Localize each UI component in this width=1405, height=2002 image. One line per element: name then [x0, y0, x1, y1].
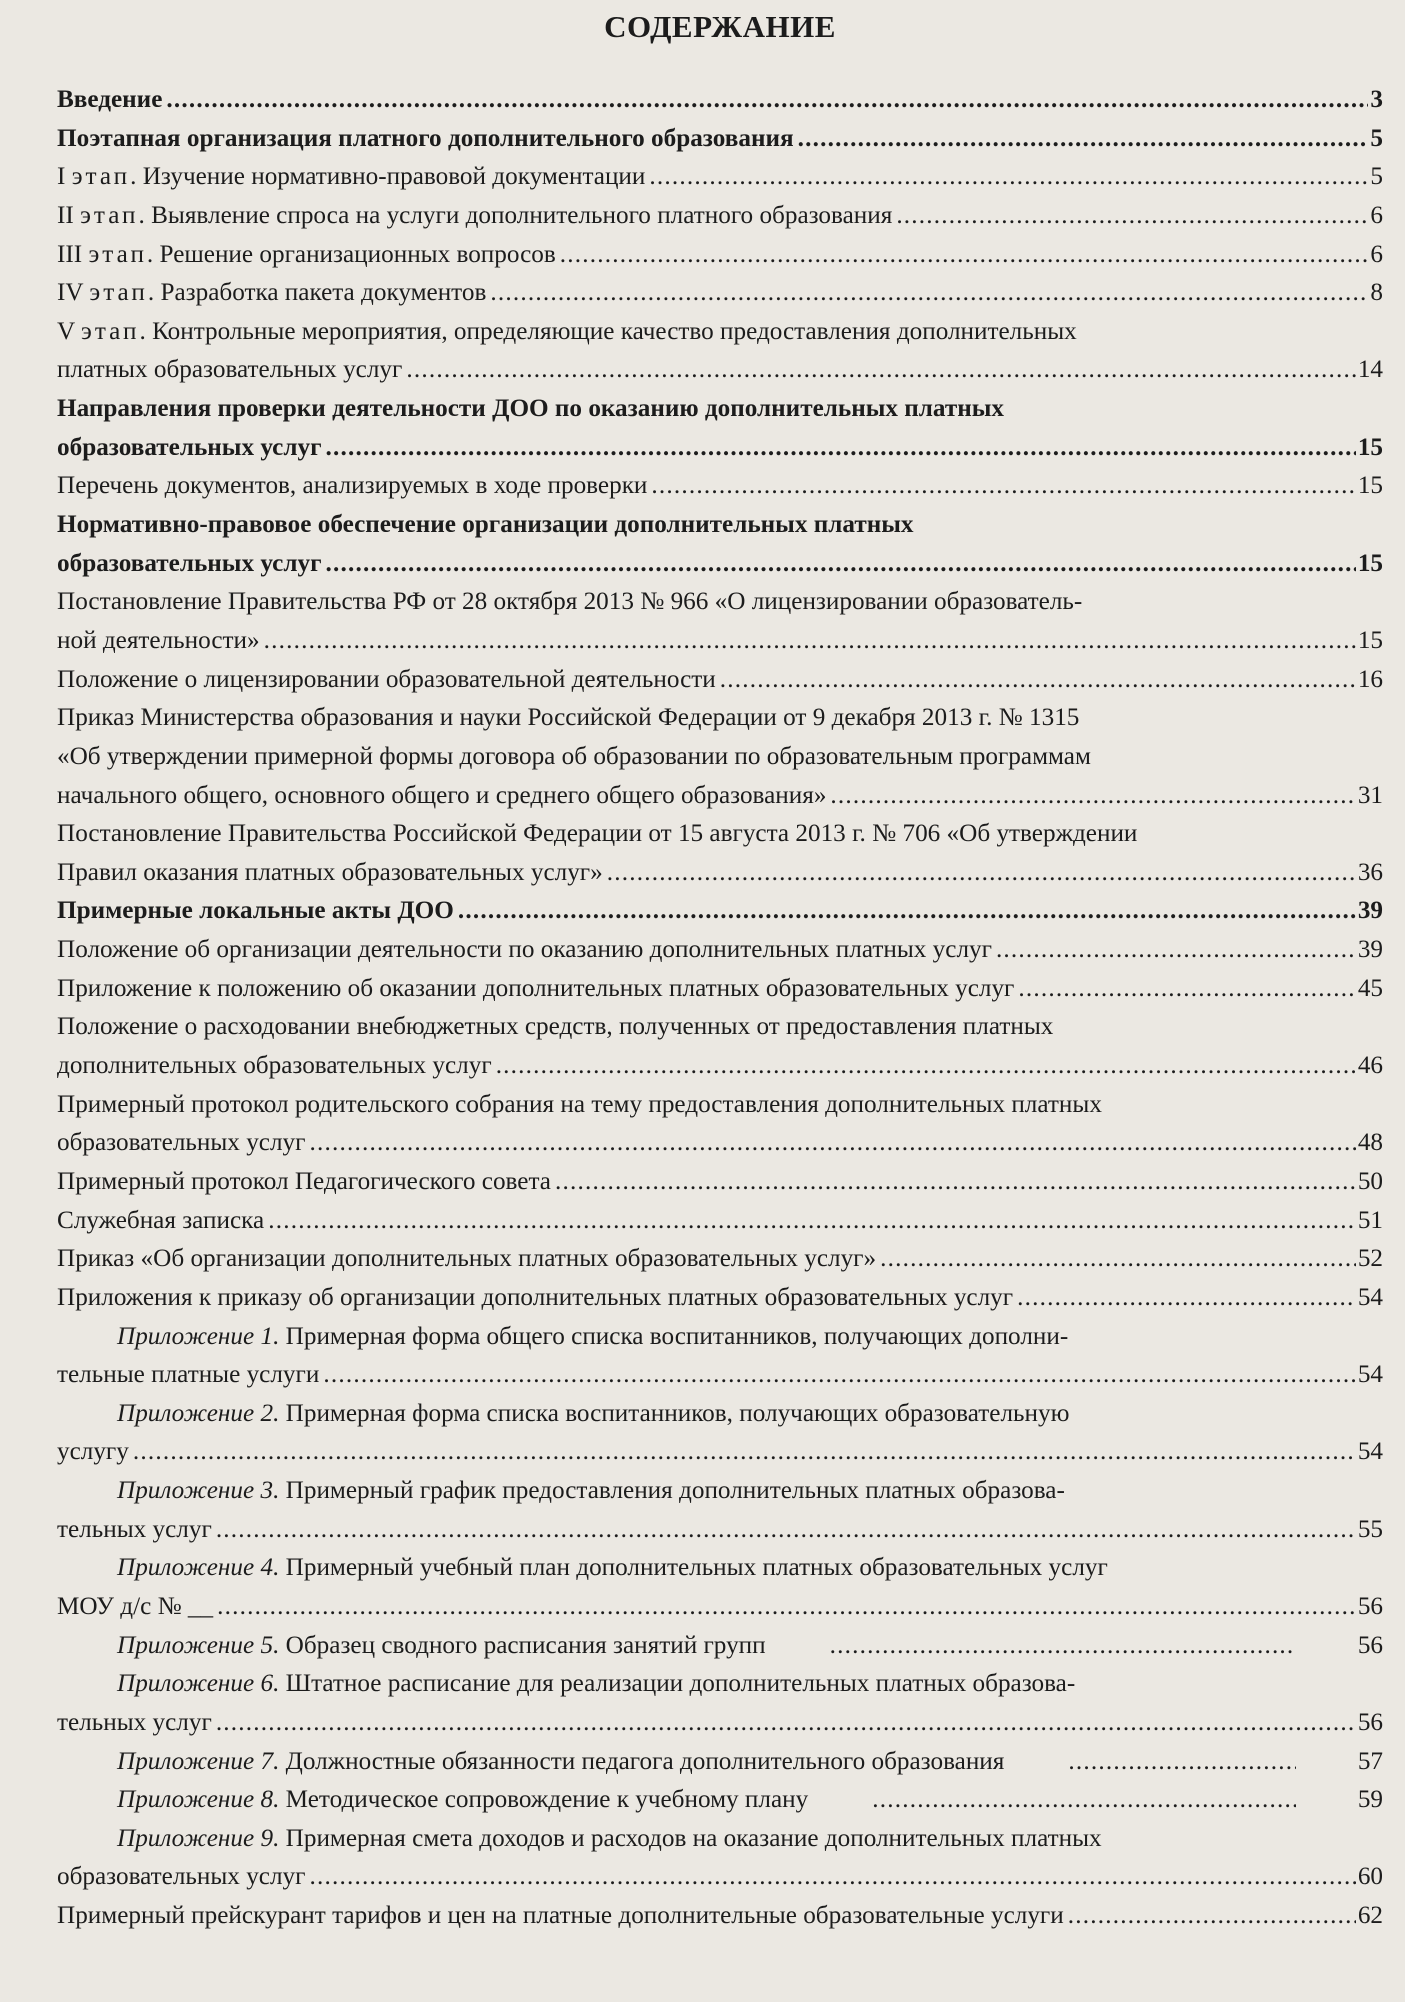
toc-entry-line	[57, 1858, 1383, 1897]
toc-entry-line	[57, 467, 1383, 506]
toc-entry-text	[57, 81, 162, 120]
appendix-label: Приложение 8.	[117, 1786, 280, 1814]
toc-entry-title: Примерный протокол Педагогического совета	[57, 1167, 551, 1195]
toc-entry-line	[57, 1279, 1383, 1318]
dot-leader	[1017, 1279, 1356, 1318]
toc-entry-title: Поэтапная организация платного дополнительного образования	[57, 124, 794, 152]
appendix-label: Приложение 9.	[117, 1824, 280, 1852]
dot-leader	[216, 1704, 1356, 1743]
page-number: 45	[1357, 974, 1383, 1002]
toc-entry-title: Правил оказания платных образовательных услуг»	[57, 858, 603, 886]
dot-leader	[896, 197, 1368, 236]
toc-entry[interactable]	[57, 931, 1383, 970]
toc-entry-line	[57, 81, 1383, 120]
toc-entry[interactable]	[57, 583, 1383, 660]
toc-entry[interactable]	[57, 1665, 1383, 1742]
appendix-label: Приложение 7.	[117, 1747, 280, 1775]
toc-entry-line	[57, 1433, 1383, 1472]
toc-entry[interactable]	[57, 1163, 1383, 1202]
toc-entry-title: МОУ д/с № __	[57, 1592, 214, 1620]
toc-entry-title: Положение о лицензировании образовательной деятельности	[57, 665, 716, 693]
toc-page	[0, 5, 1405, 2002]
toc-entry-text	[57, 158, 645, 197]
toc-entry[interactable]	[57, 274, 1383, 313]
toc-entry-title: Образец сводного расписания занятий групп	[279, 1631, 766, 1659]
toc-entry-title: Служебная записка	[57, 1206, 265, 1234]
appendix-label: Приложение 2.	[117, 1399, 280, 1427]
stage-word: этап	[80, 201, 139, 229]
toc-entry-text	[57, 1356, 319, 1395]
toc-entry-line	[57, 1897, 1383, 1936]
dot-leader	[607, 854, 1356, 893]
dot-leader	[798, 120, 1369, 159]
page-number: 15	[1357, 626, 1383, 654]
toc-entry-line	[57, 1743, 1383, 1782]
page-number: 5	[1370, 163, 1383, 191]
toc-entry-title: ной деятельности»	[57, 626, 260, 654]
toc-entry-text	[57, 1163, 551, 1202]
dot-leader	[490, 274, 1368, 313]
toc-entry-line	[57, 506, 1383, 545]
page-number: 14	[1357, 356, 1383, 384]
appendix-label: Приложение 6.	[117, 1670, 280, 1698]
toc-entry-line	[57, 777, 1383, 816]
toc-entry-title: Примерная смета доходов и расходов на оказание дополнительных платных	[279, 1824, 1102, 1852]
toc-entry-title: . Контрольные мероприятия, определяющие качество предоставления дополнительных	[139, 317, 1077, 345]
dot-leader	[649, 158, 1368, 197]
dot-leader	[133, 1433, 1356, 1472]
toc-entry[interactable]	[57, 661, 1383, 700]
toc-entry-line	[57, 158, 1383, 197]
toc-entry[interactable]	[57, 313, 1383, 390]
page-number: 46	[1357, 1052, 1383, 1080]
toc-entry-title: дополнительных образовательных услуг	[57, 1052, 492, 1080]
toc-entry-title: Нормативно-правовое обеспечение организации дополнительных платных	[57, 511, 914, 539]
toc-entry[interactable]	[57, 1820, 1383, 1897]
toc-entry-line	[57, 1240, 1383, 1279]
page-number: 5	[1370, 124, 1383, 152]
toc-entry[interactable]	[57, 1472, 1383, 1549]
page-number: 62	[1357, 1902, 1383, 1930]
toc-entry-line	[57, 274, 1383, 313]
toc-entry-line	[57, 1124, 1383, 1163]
toc-entry-text	[57, 1433, 129, 1472]
toc-entry-line	[57, 738, 1383, 777]
toc-entry-line	[57, 351, 1383, 390]
dot-leader	[309, 1858, 1355, 1897]
toc-entry-line	[57, 854, 1383, 893]
toc-entry-line	[57, 661, 1383, 700]
toc-entry-text	[57, 120, 794, 159]
toc-entry-line	[57, 699, 1383, 738]
toc-entry-title: образовательных услуг	[57, 433, 322, 461]
toc-entry-line	[57, 583, 1383, 622]
toc-entry-text	[57, 236, 556, 275]
dot-leader	[323, 1356, 1355, 1395]
toc-entry[interactable]	[57, 1318, 1383, 1395]
appendix-label: Приложение 1.	[117, 1322, 280, 1350]
toc-entry-text	[57, 1743, 1004, 1782]
toc-entry-line	[57, 1704, 1383, 1743]
toc-entry-title: Методическое сопровождение к учебному плану	[279, 1786, 809, 1814]
toc-entry[interactable]	[57, 158, 1383, 197]
stage-word: этап	[88, 240, 147, 268]
toc-entry-line	[57, 1008, 1383, 1047]
toc-entry-line	[57, 1511, 1383, 1550]
toc-entry-text	[57, 931, 992, 970]
dot-leader	[217, 1588, 1356, 1627]
toc-entry-line	[57, 1781, 1383, 1820]
toc-entry[interactable]	[57, 1549, 1383, 1626]
toc-entry-line	[57, 1318, 1383, 1357]
page-number: 56	[1357, 1708, 1383, 1736]
toc-entry-title: . Изучение нормативно-правовой документации	[130, 163, 646, 191]
toc-entry-title: Примерные локальные акты ДОО	[57, 897, 454, 925]
toc-entry-title: Положение о расходовании внебюджетных средств, полученных от предоставления платных	[57, 1013, 1054, 1041]
dot-leader	[830, 777, 1355, 816]
toc-entry-text	[57, 1627, 766, 1666]
appendix-label: Приложение 3.	[117, 1477, 280, 1505]
toc-entry-title: Постановление Правительства Российской Федерации от 15 августа 2013 г. № 706 «Об утверждении	[57, 820, 1138, 848]
toc-entry-title: Перечень документов, анализируемых в ходе проверки	[57, 472, 648, 500]
toc-entry-line	[57, 1086, 1383, 1125]
toc-entry[interactable]	[57, 1279, 1383, 1318]
toc-entry-text	[57, 854, 603, 893]
toc-entry-title: начального общего, основного общего и среднего общего образования»	[57, 781, 827, 809]
dot-leader	[309, 1124, 1355, 1163]
toc-entry-text	[57, 1240, 876, 1279]
toc-entry-title: Примерная форма общего списка воспитанников, получающих дополни-	[279, 1322, 1069, 1350]
toc-entry-title: Примерная форма списка воспитанников, получающих образовательную	[279, 1399, 1070, 1427]
stage-word: этап	[81, 317, 140, 345]
toc-entry-text	[57, 622, 260, 661]
toc-entry-title: услугу	[57, 1438, 129, 1466]
page-number: 36	[1357, 858, 1383, 886]
toc-entry-text	[57, 429, 322, 468]
toc-entry[interactable]	[57, 1743, 1383, 1782]
toc-entry-line	[57, 815, 1383, 854]
toc-entry-text	[57, 777, 826, 816]
toc-entry-text	[57, 545, 322, 584]
toc-entry-line	[57, 931, 1383, 970]
page-number: 15	[1357, 472, 1383, 500]
page-number: 15	[1357, 433, 1383, 461]
toc-entry-text	[57, 197, 892, 236]
page-number: 55	[1357, 1515, 1383, 1543]
toc-entry[interactable]	[57, 1202, 1383, 1241]
stage-number: III	[57, 240, 83, 268]
toc-entry-title: Примерный график предоставления дополнительных платных образова-	[279, 1477, 1065, 1505]
toc-entry-title: образовательных услуг	[57, 1863, 306, 1891]
toc-entry-line	[57, 622, 1383, 661]
toc-entry-title: . Выявление спроса на услуги дополнительного платного образования	[138, 201, 893, 229]
toc-entry[interactable]	[57, 699, 1383, 815]
toc-entry[interactable]	[57, 1897, 1383, 1936]
toc-entry-line	[57, 1395, 1383, 1434]
page-number: 54	[1357, 1283, 1383, 1311]
toc-entry[interactable]	[57, 815, 1383, 892]
dot-leader	[1068, 1897, 1356, 1936]
toc-entry-line	[57, 429, 1383, 468]
toc-entry[interactable]	[57, 1008, 1383, 1085]
toc-entry-text	[57, 1511, 212, 1550]
toc-entry-line	[57, 1665, 1383, 1704]
toc-entry-line	[57, 1202, 1383, 1241]
dot-leader	[880, 1240, 1356, 1279]
toc-entry-line	[57, 236, 1383, 275]
page-number: 15	[1357, 549, 1383, 577]
page-number: 54	[1357, 1438, 1383, 1466]
stage-number: II	[57, 201, 74, 229]
toc-entry-text	[57, 1704, 212, 1743]
page-number: 59	[1357, 1786, 1383, 1814]
toc-entry-line	[57, 1356, 1383, 1395]
toc-entry-text	[57, 274, 486, 313]
toc-entry-text	[57, 1047, 492, 1086]
appendix-label: Приложение 4.	[117, 1554, 280, 1582]
toc-entry-title: Введение	[57, 86, 163, 113]
toc-entry[interactable]	[57, 892, 1383, 931]
toc-entry-text	[57, 1279, 1013, 1318]
dot-leader	[560, 236, 1369, 275]
page-number: 8	[1370, 279, 1383, 307]
stage-number: V	[57, 317, 75, 345]
stage-word: этап	[89, 279, 148, 307]
toc-entry-text	[57, 892, 454, 931]
toc-entry-title: Примерный прейскурант тарифов и цен на платные дополнительные образовательные услуги	[57, 1902, 1064, 1930]
toc-entry-title: тельных услуг	[57, 1515, 212, 1543]
toc-entry-line	[57, 545, 1383, 584]
dot-leader	[496, 1047, 1356, 1086]
toc-entry-text	[57, 467, 647, 506]
page-number: 6	[1370, 201, 1383, 229]
toc-entry-text	[57, 1588, 213, 1627]
toc-entry[interactable]	[57, 197, 1383, 236]
page-number: 52	[1357, 1245, 1383, 1273]
toc-entry-line	[57, 1047, 1383, 1086]
page-number: 48	[1357, 1129, 1383, 1157]
page-number: 50	[1357, 1167, 1383, 1195]
dot-leader	[1018, 970, 1355, 1009]
toc-entry-title: Постановление Правительства РФ от 28 октября 2013 № 966 «О лицензировании образователь-	[57, 588, 1083, 616]
page-number: 39	[1357, 897, 1383, 925]
stage-number: I	[57, 163, 66, 191]
toc-entry[interactable]	[57, 1086, 1383, 1163]
toc-entry[interactable]	[57, 970, 1383, 1009]
table-of-contents	[57, 81, 1383, 1936]
page-number: 56	[1357, 1592, 1383, 1620]
toc-entry-text	[57, 1202, 264, 1241]
toc-entry-line	[57, 1627, 1383, 1666]
toc-entry-line	[57, 313, 1383, 352]
page-number: 31	[1357, 781, 1383, 809]
stage-word: этап	[71, 163, 131, 191]
toc-entry-title: образовательных услуг	[57, 549, 322, 577]
toc-entry-text	[57, 1858, 305, 1897]
toc-entry-title: «Об утверждении примерной формы договора об образовании по образовательным программам	[57, 742, 1091, 770]
page-number: 51	[1357, 1206, 1383, 1234]
toc-entry-title: Приложения к приказу об организации дополнительных платных образовательных услуг	[57, 1283, 1014, 1311]
page-number: 3	[1370, 86, 1383, 113]
page-number: 57	[1357, 1747, 1383, 1775]
toc-entry-text	[57, 1897, 1064, 1936]
toc-entry-line	[57, 1163, 1383, 1202]
page-number: 39	[1357, 936, 1383, 964]
toc-entry-title: тельных услуг	[57, 1708, 212, 1736]
dot-leader	[770, 1627, 1296, 1666]
toc-entry-title: Положение об организации деятельности по оказанию дополнительных платных услуг	[57, 936, 992, 964]
toc-entry[interactable]	[57, 1395, 1383, 1472]
toc-entry[interactable]	[57, 506, 1383, 583]
toc-entry-line	[57, 1588, 1383, 1627]
dot-leader	[458, 892, 1356, 931]
toc-entry-title: Примерный протокол родительского собрания на тему предоставления дополнительных платных	[57, 1090, 1102, 1118]
dot-leader	[326, 429, 1356, 468]
page-number: 56	[1357, 1631, 1383, 1659]
toc-entry-text	[57, 1781, 808, 1820]
toc-entry[interactable]	[57, 467, 1383, 506]
toc-entry-title: Направления проверки деятельности ДОО по оказанию дополнительных платных	[57, 395, 1004, 423]
dot-leader	[216, 1511, 1356, 1550]
dot-leader	[1008, 1743, 1295, 1782]
page-number: 6	[1370, 240, 1383, 268]
dot-leader	[720, 661, 1356, 700]
toc-entry-line	[57, 390, 1383, 429]
toc-entry[interactable]	[57, 120, 1383, 159]
toc-entry[interactable]	[57, 390, 1383, 467]
toc-entry[interactable]	[57, 236, 1383, 275]
page-number: 16	[1357, 665, 1383, 693]
toc-entry-text	[57, 661, 716, 700]
toc-entry-line	[57, 1820, 1383, 1859]
toc-entry-line	[57, 892, 1383, 931]
dot-leader	[555, 1163, 1356, 1202]
toc-entry-line	[57, 1472, 1383, 1511]
toc-entry-title: Примерный учебный план дополнительных платных образовательных услуг	[279, 1554, 1108, 1582]
toc-entry-line	[57, 120, 1383, 159]
toc-entry-text	[57, 970, 1014, 1009]
toc-entry-title: платных образовательных услуг	[57, 356, 403, 384]
toc-entry-title: Штатное расписание для реализации дополнительных платных образова-	[279, 1670, 1076, 1698]
page-number: 60	[1357, 1863, 1383, 1891]
toc-entry-title: Должностные обязанности педагога дополнительного образования	[279, 1747, 1005, 1775]
toc-entry-line	[57, 970, 1383, 1009]
dot-leader	[264, 622, 1356, 661]
toc-entry-title: Приказ «Об организации дополнительных платных образовательных услуг»	[57, 1245, 877, 1273]
page-title: СОДЕРЖАНИЕ	[604, 9, 836, 44]
dot-leader	[406, 351, 1355, 390]
toc-entry[interactable]	[57, 81, 1383, 120]
toc-entry-text	[57, 1124, 305, 1163]
toc-entry-title: . Разработка пакета документов	[147, 279, 487, 307]
stage-number: IV	[57, 279, 84, 307]
dot-leader	[166, 81, 1368, 120]
toc-entry-title: образовательных услуг	[57, 1129, 306, 1157]
toc-entry-line	[57, 197, 1383, 236]
toc-entry[interactable]	[57, 1240, 1383, 1279]
toc-entry-text	[57, 351, 402, 390]
toc-entry[interactable]	[57, 1781, 1383, 1820]
dot-leader	[812, 1781, 1296, 1820]
page-number: 54	[1357, 1361, 1383, 1389]
toc-entry-title: Приложение к положению об оказании дополнительных платных образовательных услуг	[57, 974, 1015, 1002]
dot-leader	[651, 467, 1355, 506]
dot-leader	[996, 931, 1356, 970]
toc-entry[interactable]	[57, 1627, 1383, 1666]
toc-entry-title: Приказ Министерства образования и науки Российской Федерации от 9 декабря 2013 г. № 1315	[57, 704, 1080, 732]
dot-leader	[268, 1202, 1356, 1241]
toc-entry-title: . Решение организационных вопросов	[146, 240, 556, 268]
toc-entry-line	[57, 1549, 1383, 1588]
toc-entry-title: тельные платные услуги	[57, 1361, 320, 1389]
dot-leader	[326, 545, 1356, 584]
appendix-label: Приложение 5.	[117, 1631, 280, 1659]
